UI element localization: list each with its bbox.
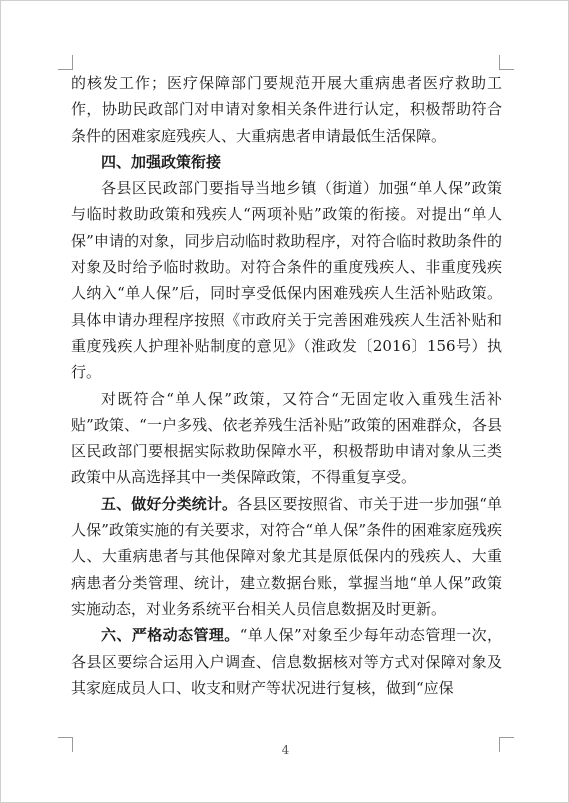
page-body (71, 70, 502, 701)
crop-mark-top-left (58, 55, 73, 70)
crop-mark-top-right (499, 55, 514, 70)
section-heading-5: 五、做好分类统计。 (101, 494, 238, 513)
paragraph-continued: 的核发工作；医疗保障部门要规范开展大重病患者医疗救助工作，协助民政部门对申请对象相关条件进行认定，积极帮助符合条件的困难家庭残疾人、大重病患者申请最低生活保障。 (71, 74, 502, 145)
page-number: 4 (281, 743, 290, 757)
paragraph-no-duplicate: 对既符合“单人保”政策，又符合“无固定收入重残生活补贴”政策、“一户多残、依老养残生活补贴”政策的困难群众，各县区民政部门要根据实际救助保障水平，积极帮助申请对象从三类政策中从高选择其中一类保障政策，不得重复享受。 (71, 389, 502, 487)
paragraph-section-6 (71, 622, 502, 701)
section-6-text: “单人保”对象至少每年动态管理一次，各县区要综合运用入户调查、信息数据核对等方式对保障对象及其家庭成员人口、收支和财产等状况进行复核，做到“应保 (71, 626, 502, 697)
section-heading-6: 六、严格动态管理。 (101, 626, 240, 645)
section-heading-4: 四、加强政策衔接 (101, 152, 222, 171)
paragraph-section-5 (71, 491, 502, 622)
paragraph-policy-link: 各县区民政部门要指导当地乡镇（街道）加强“单人保”政策与临时救助政策和残疾人“两项补贴”政策的衔接。对提出“单人保”申请的对象，同步启动临时救助程序，对符合临时救助条件的对象及时给予临时救助。对符合条件的重度残疾人、非重度残疾人纳入“单人保”后，同时享受低保内困难残疾人生活补贴政策。具体申请办理程序按照《市政府关于完善困难残疾人生活补贴和重度残疾人护理补贴制度的意见》（淮政发〔2016〕156号）执行。 (71, 179, 502, 382)
section-5-text: 各县区要按照省、市关于进一步加强“单人保”政策实施的有关要求，对符合“单人保”条件的困难家庭残疾人、大重病患者与其他保障对象尤其是原低保内的残疾人、大重病患者分类管理、统计，建立数据台账，掌握当地“单人保”政策实施动态，对业务系统平台相关人员信息数据及时更新。 (71, 494, 502, 618)
